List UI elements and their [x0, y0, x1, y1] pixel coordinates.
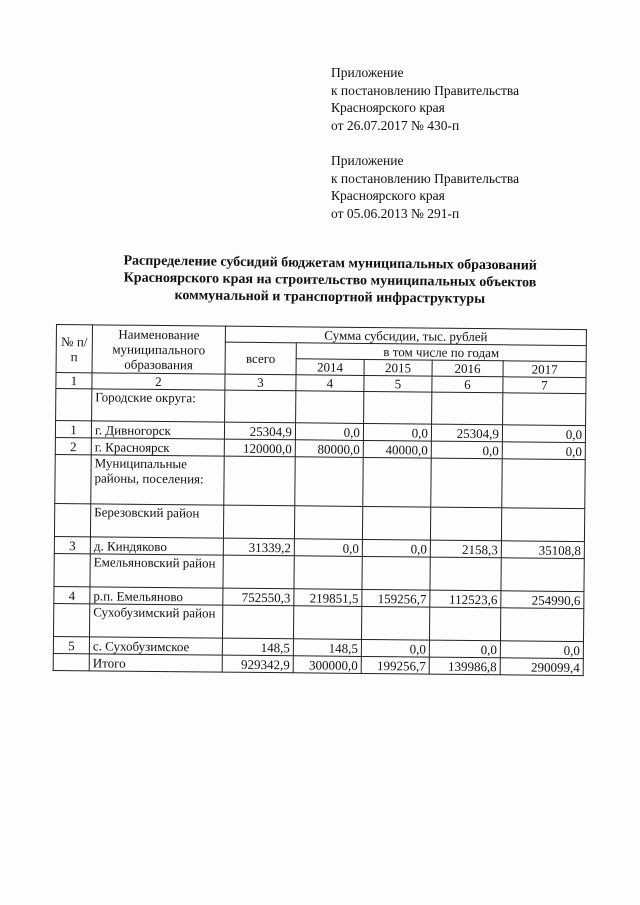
row-2015-cell [361, 606, 429, 640]
row-2015-cell: 159256,7 [362, 589, 430, 607]
row-2017-cell [502, 459, 586, 509]
subsidies-table [53, 324, 587, 676]
row-num-cell [55, 454, 91, 503]
row-2017-cell [500, 608, 583, 642]
title-line: коммунальной и транспортной инфраструктуры [174, 288, 486, 307]
row-name-cell: Городские округа: [92, 389, 225, 422]
row-2016-cell [430, 507, 501, 541]
index-cell: 6 [432, 376, 503, 393]
row-2014-cell: 0,0 [295, 423, 363, 441]
index-cell: 5 [364, 375, 432, 392]
row-2015-cell [362, 506, 430, 540]
row-2017-cell: 0,0 [502, 425, 585, 443]
row-2016-cell: 2158,3 [430, 540, 501, 558]
row-2014-cell: 219851,5 [294, 589, 362, 607]
row-num-cell: 3 [54, 536, 90, 553]
row-num-cell: 2 [55, 437, 91, 454]
header-year: 2014 [296, 359, 364, 376]
index-cell: 3 [225, 374, 296, 391]
row-2017-cell: 290099,4 [500, 658, 583, 676]
row-2015-cell [364, 391, 432, 424]
header-year: 2016 [432, 360, 503, 377]
row-name-cell: Сухобузимский район [89, 604, 222, 638]
row-name-cell: г. Дивногорск [91, 421, 224, 439]
row-total-cell: 929342,9 [222, 655, 293, 673]
appendix-line: Красноярского края [331, 188, 445, 203]
row-name-cell: Итого [89, 654, 222, 672]
appendix-line: Приложение [331, 65, 404, 80]
title-line: Красноярского края на строительство муниципальных объектов [123, 270, 537, 291]
index-cell: 2 [92, 373, 225, 390]
document-title [60, 252, 601, 310]
row-2016-cell [429, 607, 500, 641]
row-num-cell [53, 653, 89, 670]
row-2015-cell: 199256,7 [361, 656, 429, 674]
appendix-line: от 26.07.2017 № 430-п [331, 117, 460, 133]
table-row [54, 603, 584, 641]
row-total-cell [223, 555, 294, 589]
row-2016-cell [430, 557, 501, 591]
row-name-cell: с. Сухобузимское [89, 637, 222, 655]
row-2016-cell: 0,0 [429, 640, 500, 658]
row-num-cell: 5 [53, 636, 89, 653]
appendix-block-1 [331, 64, 631, 134]
row-2017-cell [501, 508, 584, 542]
row-num-cell: 1 [55, 421, 91, 438]
row-total-cell [222, 605, 293, 639]
appendix-line: Приложение [331, 153, 404, 168]
row-total-cell [224, 456, 295, 506]
row-total-cell: 148,5 [222, 638, 293, 656]
row-2014-cell [294, 556, 362, 590]
row-2014-cell: 300000,0 [293, 656, 361, 674]
appendix-line: к постановлению Правительства [331, 82, 520, 98]
row-2015-cell: 0,0 [362, 539, 430, 557]
table-row [54, 503, 584, 541]
row-2015-cell [363, 457, 431, 507]
appendix-line: Красноярского края [331, 100, 445, 115]
table-body [53, 373, 586, 676]
row-2016-cell: 139986,8 [429, 657, 500, 675]
row-total-cell [223, 505, 294, 539]
row-name-cell: р.п. Емельяново [90, 587, 223, 605]
row-2015-cell [362, 556, 430, 590]
row-num-cell [54, 503, 90, 536]
row-2014-cell: 0,0 [294, 539, 362, 557]
row-2016-cell [432, 392, 503, 425]
table-row [55, 454, 586, 508]
row-num-cell [54, 603, 90, 636]
row-2015-cell: 40000,0 [363, 440, 431, 458]
row-2015-cell: 0,0 [361, 639, 429, 657]
table-row [56, 389, 586, 426]
header-year: 2017 [503, 361, 586, 378]
row-2017-cell: 0,0 [502, 442, 585, 460]
row-num-cell [56, 389, 92, 421]
title-line: Распределение субсидий бюджетам муниципальных образований [123, 253, 538, 274]
appendix-block-2 [331, 152, 631, 222]
table-row [54, 553, 584, 591]
row-2016-cell [431, 458, 502, 508]
row-2014-cell [295, 457, 363, 507]
header-sum: Сумма субсидии, тыс. рублей [225, 326, 586, 345]
row-2014-cell [293, 606, 361, 640]
header-year: 2015 [364, 359, 432, 376]
row-num-cell: 4 [54, 586, 90, 603]
row-2015-cell: 0,0 [363, 423, 431, 441]
row-2016-cell: 112523,6 [430, 590, 501, 608]
row-2017-cell: 0,0 [500, 641, 583, 659]
row-2014-cell [294, 506, 362, 540]
row-2017-cell: 254990,6 [501, 591, 584, 609]
header-num: № п/п [56, 325, 92, 373]
appendix-line: от 05.06.2013 № 291-п [331, 205, 460, 221]
row-total-cell: 752550,3 [223, 588, 294, 606]
row-name-cell: Муниципальные районы, поселения: [91, 455, 224, 505]
row-total-cell [225, 390, 296, 423]
row-total-cell: 25304,9 [224, 422, 295, 440]
row-name-cell: г. Красноярск [91, 438, 224, 456]
header-total: всего [225, 342, 296, 375]
row-total-cell: 31339,2 [223, 538, 294, 556]
header-by-years: в том числе по годам [296, 343, 586, 362]
row-name-cell: д. Киндяково [90, 537, 223, 555]
index-cell: 4 [296, 375, 364, 392]
row-2017-cell [501, 558, 584, 592]
row-num-cell [54, 553, 90, 586]
row-2014-cell: 80000,0 [295, 440, 363, 458]
row-name-cell: Березовский район [90, 504, 223, 538]
appendix-line: к постановлению Правительства [331, 170, 520, 186]
row-2016-cell: 25304,9 [431, 424, 502, 442]
header-name: Наименование муниципального образования [92, 325, 225, 374]
row-2016-cell: 0,0 [431, 441, 502, 459]
index-cell: 7 [503, 377, 586, 394]
row-name-cell: Емельяновский район [90, 554, 223, 588]
row-total-cell: 120000,0 [224, 439, 295, 457]
row-2014-cell: 148,5 [293, 639, 361, 657]
row-2017-cell [503, 393, 586, 426]
row-2014-cell [296, 391, 364, 424]
row-2017-cell: 35108,8 [501, 541, 584, 559]
index-cell: 1 [56, 373, 92, 389]
